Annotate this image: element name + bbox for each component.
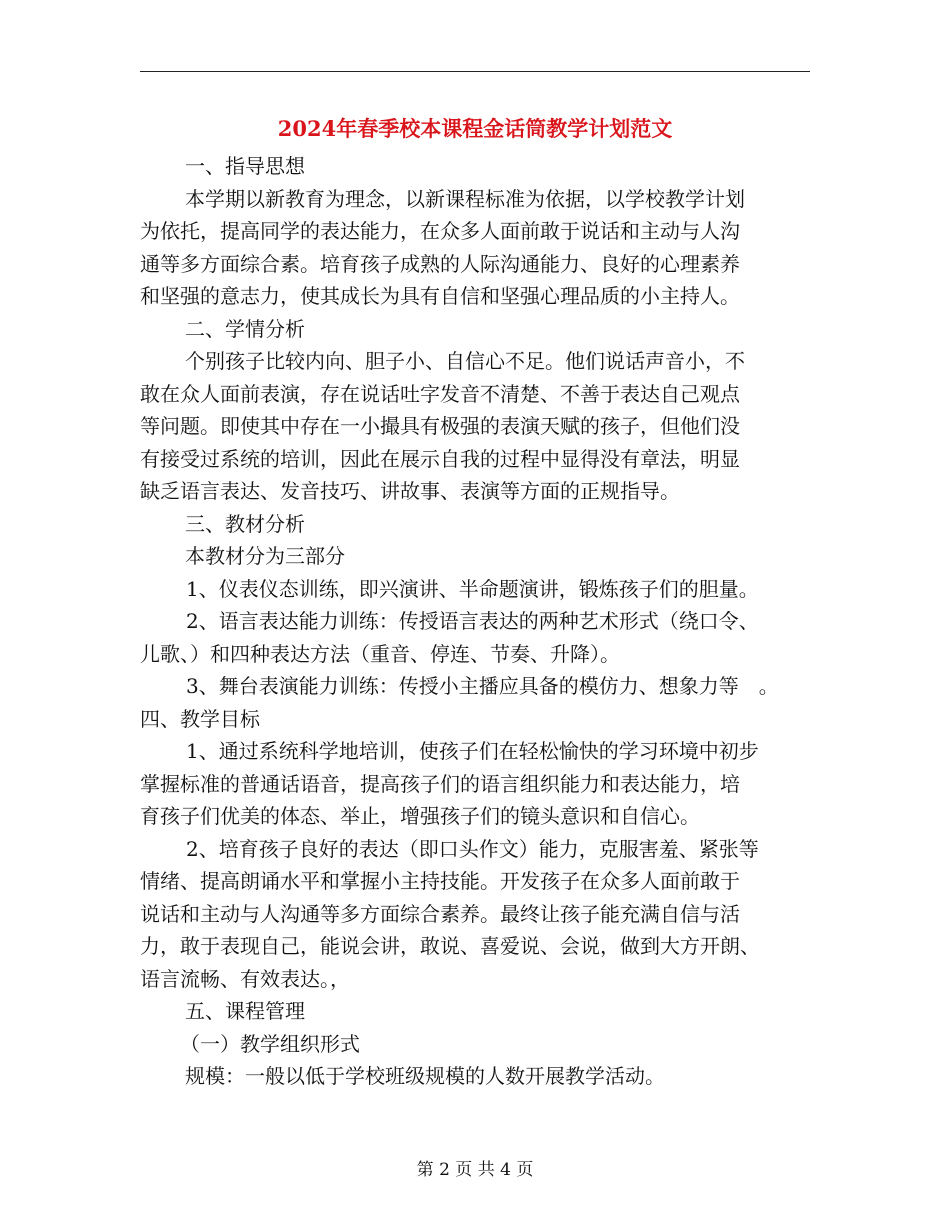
paragraph-line: 力，敢于表现自己，能说会讲，敢说、喜爱说、会说，做到大方开朗、 xyxy=(140,934,760,958)
paragraph-line: 和坚强的意志力，使其成长为具有自信和坚强心理品质的小主持人。 xyxy=(140,284,740,308)
section-heading-teaching-goals: 四、教学目标 xyxy=(140,706,260,731)
paragraph-line: 通等多方面综合素。培育孩子成熟的人际沟通能力、良好的心理素养 xyxy=(140,251,740,276)
header-rule xyxy=(140,71,810,72)
paragraph-line: 情绪、提高朗诵水平和掌握小主持技能。开发孩子在众多人面前敢于 xyxy=(140,869,740,893)
list-item: 1、通过系统科学地培训，使孩子们在轻松愉快的学习环境中初步 xyxy=(186,739,759,763)
document-title: 2024年春季校本课程金话筒教学计划范文 xyxy=(277,116,673,141)
paragraph-line: 规模：一般以低于学校班级规模的人数开展教学活动。 xyxy=(185,1064,665,1088)
paragraph-line: 育孩子们优美的体态、举止，增强孩子们的镜头意识和自信心。 xyxy=(140,804,700,828)
paragraph-line: 语言流畅、有效表达。， xyxy=(140,966,350,991)
paragraph-line: 本学期以新教育为理念，以新课程标准为依据，以学校教学计划 xyxy=(185,186,745,211)
list-item: 1、仪表仪态训练，即兴演讲、半命题演讲，锻炼孩子们的胆量。 xyxy=(186,576,759,601)
paragraph-line: 为依托，提高同学的表达能力，在众多人面前敢于说话和主动与人沟 xyxy=(140,219,740,243)
paragraph-line: 本教材分为三部分 xyxy=(185,544,345,568)
section-heading-course-management: 五、课程管理 xyxy=(185,999,305,1023)
document-body xyxy=(140,150,810,1093)
page-number-footer: 第 2 页 共 4 页 xyxy=(416,1160,534,1180)
section-heading-student-analysis: 二、学情分析 xyxy=(185,316,305,341)
paragraph-line: 掌握标准的普通话语音，提高孩子们的语言组织能力和表达能力，培 xyxy=(140,771,740,796)
list-item: 2、培育孩子良好的表达（即口头作文）能力，克服害羞、紧张等 xyxy=(186,836,759,861)
paragraph-line: 个别孩子比较内向、胆子小、自信心不足。他们说话声音小，不 xyxy=(185,349,745,373)
paragraph-line: 等问题。即使其中存在一小撮具有极强的表演天赋的孩子，但他们没 xyxy=(140,414,740,438)
list-item: 2、语言表达能力训练：传授语言表达的两种艺术形式（绕口令、 xyxy=(186,609,759,633)
paragraph-line: 儿歌、）和四种表达方法（重音、停连、节奏、升降）。 xyxy=(140,641,620,666)
list-item: 3、舞台表演能力训练：传授小主播应具备的模仿力、想象力等 。 xyxy=(186,674,779,698)
section-heading-guiding-ideology: 一、指导思想 xyxy=(185,154,305,178)
paragraph-line: 敢在众人面前表演，存在说话吐字发音不清楚、不善于表达自己观点 xyxy=(140,381,740,406)
paragraph-line: 缺乏语言表达、发音技巧、讲故事、表演等方面的正规指导。 xyxy=(140,479,680,503)
paragraph-line: 有接受过系统的培训，因此在展示自我的过程中显得没有章法，明显 xyxy=(140,446,740,471)
subsection-heading: （一）教学组织形式 xyxy=(180,1031,360,1056)
paragraph-line: 说话和主动与人沟通等多方面综合素养。最终让孩子能充满自信与活 xyxy=(140,901,740,926)
section-heading-material-analysis: 三、教材分析 xyxy=(185,511,305,536)
